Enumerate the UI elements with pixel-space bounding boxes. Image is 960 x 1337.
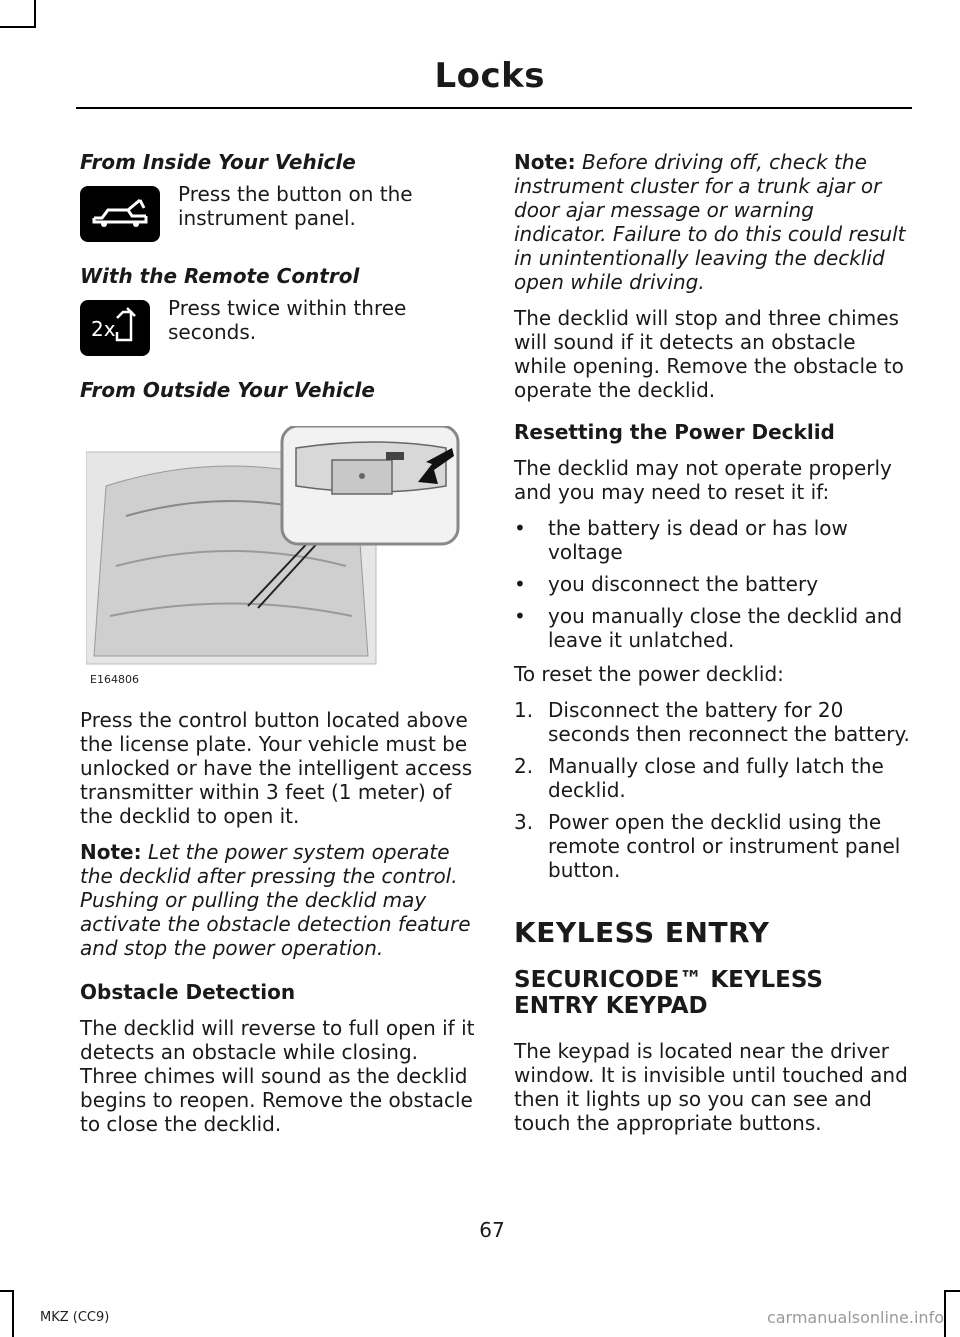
crop-mark xyxy=(944,1290,946,1337)
obstacle-text: The decklid will reverse to full open if it detects an obstacle while closing. Three chimes will sound as the decklid begins to reopen. Remove the obstacle to close the decklid. xyxy=(80,1016,475,1136)
page-number: 67 xyxy=(479,1218,505,1242)
crop-mark xyxy=(0,1290,14,1292)
list-item: • you manually close the decklid and leave it unlatched. xyxy=(514,604,912,652)
list-item xyxy=(514,810,912,882)
outside-heading: From Outside Your Vehicle xyxy=(80,378,375,402)
remote-icon-text: 2x xyxy=(91,317,116,341)
list-item xyxy=(514,698,912,746)
reset-heading: Resetting the Power Decklid xyxy=(514,420,835,444)
step-text: Power open the decklid using the remote control or instrument panel button. xyxy=(548,810,901,882)
note-text: Let the power system operate the decklid after pressing the control. Pushing or pulling the decklid may activate the obstacle detection feature and stop the power operation. xyxy=(80,840,471,960)
page-title: Locks xyxy=(434,56,545,96)
keypad-text: The keypad is located near the driver window. It is invisible until touched and then it lights up so you can see and touch the appropriate buttons. xyxy=(514,1039,908,1135)
crop-mark xyxy=(34,0,36,28)
note-label: Note: xyxy=(80,840,142,864)
section-title: KEYLESS ENTRY xyxy=(514,916,770,949)
remote-heading: With the Remote Control xyxy=(80,264,360,288)
note-1 xyxy=(80,840,478,960)
subsection-title: SECURICODE™ KEYLESS ENTRY KEYPAD xyxy=(514,967,823,1019)
step-number: 3. xyxy=(514,810,534,834)
step-number: 1. xyxy=(514,698,534,722)
right-column xyxy=(514,150,912,1147)
list-item: • the battery is dead or has low voltage xyxy=(514,516,912,564)
outside-paragraph: Press the control button located above the license plate. Your vehicle must be unlocked or have the intelligent access transmitter within 3 feet (1 meter) of the decklid to open it. xyxy=(80,708,473,828)
crop-mark xyxy=(12,1290,14,1337)
remote-trunk-2x-icon xyxy=(80,300,150,356)
list-item xyxy=(514,754,912,802)
steps-intro: To reset the power decklid: xyxy=(514,662,784,686)
crop-mark xyxy=(0,26,36,28)
inside-text: Press the button on the instrument panel. xyxy=(178,182,413,230)
step-number: 2. xyxy=(514,754,534,778)
note-text: Before driving off, check the instrument cluster for a trunk ajar or door ajar message or warning indicator. Failure to do this could result in unintentionally leaving the decklid open while driving. xyxy=(514,150,906,294)
footer-model: MKZ (CC9) xyxy=(40,1310,110,1325)
inside-instruction xyxy=(80,182,478,242)
remote-text: Press twice within three seconds. xyxy=(168,296,407,344)
trunk-open-icon xyxy=(80,186,160,242)
stop-text: The decklid will stop and three chimes will sound if it detects an obstacle while opening. Remove the obstacle to operate the decklid. xyxy=(514,306,904,402)
reset-steps xyxy=(514,698,912,882)
note-2 xyxy=(514,150,912,294)
inside-heading: From Inside Your Vehicle xyxy=(80,150,356,174)
remote-instruction xyxy=(80,296,478,356)
crop-mark xyxy=(944,1290,960,1292)
figure-label: E164806 xyxy=(90,673,139,686)
car-rear-illustration xyxy=(86,426,466,684)
step-text: Manually close and fully latch the decklid. xyxy=(548,754,884,802)
decklid-figure xyxy=(86,426,466,684)
list-item: • you disconnect the battery xyxy=(514,572,912,596)
left-column xyxy=(80,150,478,1148)
step-text: Disconnect the battery for 20 seconds then reconnect the battery. xyxy=(548,698,910,746)
reset-conditions xyxy=(514,516,912,652)
watermark: carmanualsonline.info xyxy=(766,1308,944,1327)
obstacle-heading: Obstacle Detection xyxy=(80,980,296,1004)
note-label: Note: xyxy=(514,150,576,174)
header-divider xyxy=(76,107,912,109)
reset-intro: The decklid may not operate properly and you may need to reset it if: xyxy=(514,456,892,504)
